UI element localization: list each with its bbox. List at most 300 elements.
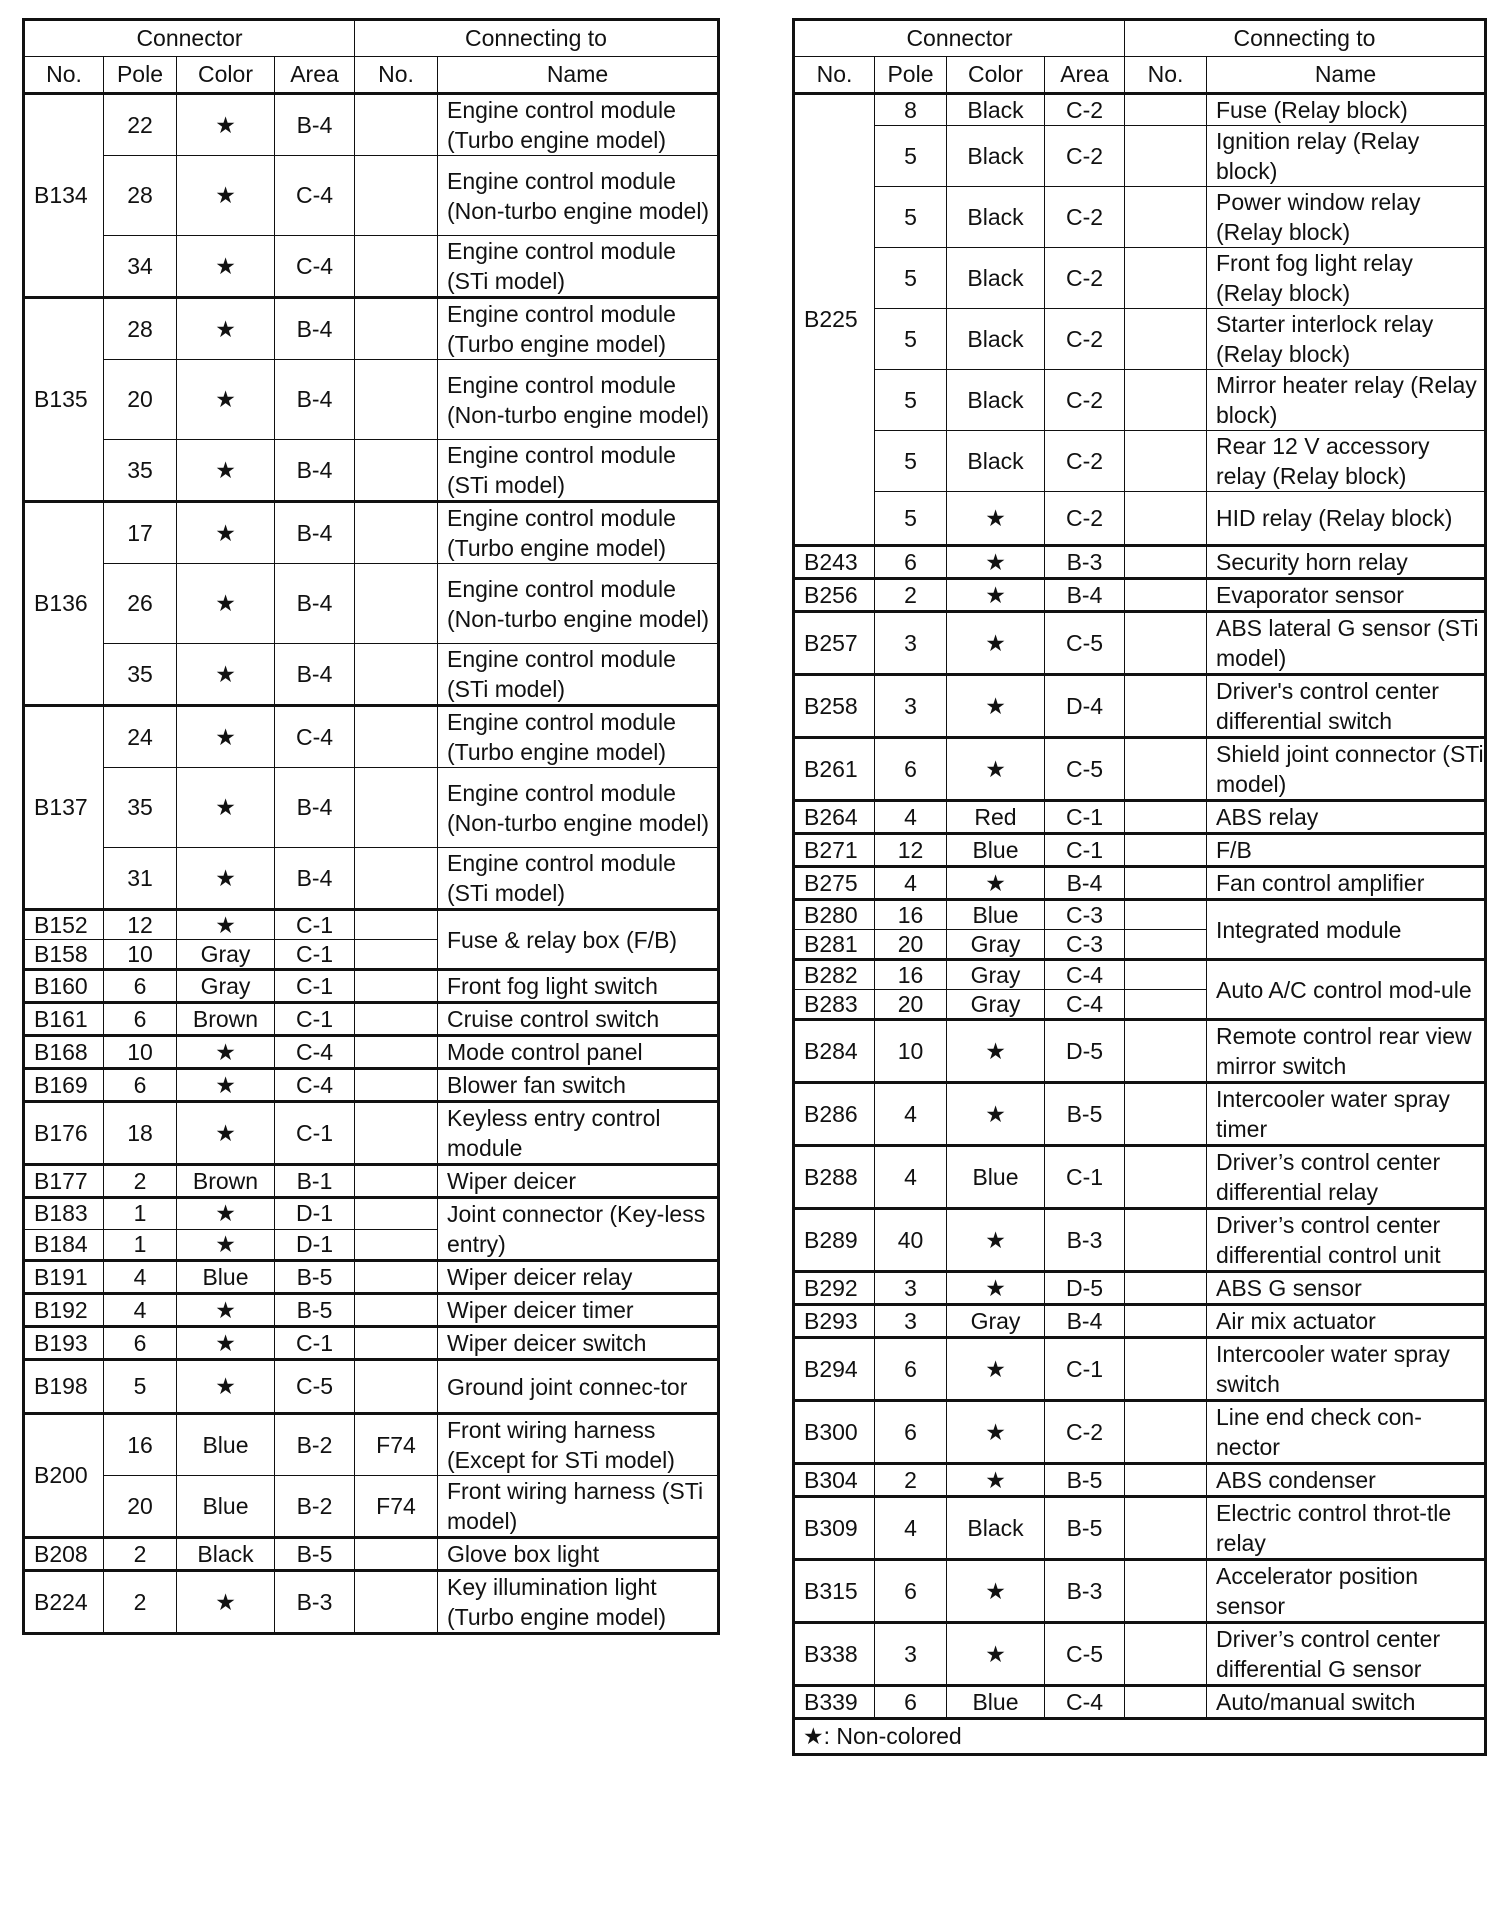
connector-color: Gray xyxy=(947,1305,1045,1338)
connector-no: B169 xyxy=(24,1069,104,1102)
connector-no: B286 xyxy=(794,1083,875,1146)
left-table-body xyxy=(24,94,719,1634)
connector-color: Blue xyxy=(177,1261,275,1294)
non-colored-star-icon: ★ xyxy=(947,1272,1045,1305)
header-pole: Pole xyxy=(104,57,177,94)
header-color: Color xyxy=(947,57,1045,94)
pole-count: 6 xyxy=(104,970,177,1003)
table-row xyxy=(794,370,1486,431)
connecting-to-name: Engine control module (Turbo engine model) xyxy=(438,298,719,360)
connector-color: Black xyxy=(947,309,1045,370)
connecting-to-no xyxy=(355,1003,438,1036)
connecting-to-name: Driver’s control center differential relay xyxy=(1207,1146,1486,1209)
area-code: B-4 xyxy=(275,564,355,644)
connecting-to-name: Auto/manual switch xyxy=(1207,1686,1486,1719)
area-code: C-2 xyxy=(1045,126,1125,187)
connector-no: B225 xyxy=(794,94,875,546)
pole-count: 5 xyxy=(875,187,947,248)
connector-no: B208 xyxy=(24,1538,104,1571)
connector-no: B135 xyxy=(24,298,104,502)
non-colored-star-icon: ★ xyxy=(177,1036,275,1069)
table-row xyxy=(794,1020,1486,1083)
pole-count: 3 xyxy=(875,675,947,738)
area-code: B-5 xyxy=(1045,1464,1125,1497)
connecting-to-no xyxy=(1125,1338,1207,1401)
pole-count: 6 xyxy=(875,1686,947,1719)
pole-count: 4 xyxy=(104,1294,177,1327)
connector-no: B136 xyxy=(24,502,104,706)
header-pole: Pole xyxy=(875,57,947,94)
connecting-to-name: Electric control throt-tle relay xyxy=(1207,1497,1486,1560)
connecting-to-no xyxy=(1125,834,1207,867)
area-code: C-3 xyxy=(1045,900,1125,930)
pole-count: 4 xyxy=(875,801,947,834)
connector-color: Gray xyxy=(947,930,1045,960)
connecting-to-no xyxy=(355,1538,438,1571)
header-name: Name xyxy=(438,57,719,94)
table-row xyxy=(24,1102,719,1165)
connector-no: B158 xyxy=(24,940,104,970)
header-name: Name xyxy=(1207,57,1486,94)
connecting-to-no xyxy=(355,1571,438,1634)
connecting-to-no xyxy=(1125,900,1207,930)
connector-no: B300 xyxy=(794,1401,875,1464)
connecting-to-name: Driver’s control center differential G sensor xyxy=(1207,1623,1486,1686)
connector-color: Black xyxy=(947,431,1045,492)
table-row xyxy=(24,1003,719,1036)
pole-count: 16 xyxy=(104,1414,177,1476)
area-code: C-2 xyxy=(1045,187,1125,248)
area-code: C-4 xyxy=(1045,960,1125,990)
pole-count: 5 xyxy=(875,309,947,370)
area-code: B-4 xyxy=(275,94,355,156)
area-code: C-4 xyxy=(275,236,355,298)
connecting-to-no xyxy=(1125,960,1207,990)
connector-no: B134 xyxy=(24,94,104,298)
connecting-to-name: Wiper deicer timer xyxy=(438,1294,719,1327)
connecting-to-name: Engine control module (Non-turbo engine model) xyxy=(438,564,719,644)
pole-count: 3 xyxy=(875,1272,947,1305)
header-connecting-to: Connecting to xyxy=(1125,20,1486,57)
area-code: B-4 xyxy=(275,298,355,360)
connector-no: B264 xyxy=(794,801,875,834)
connecting-to-name: Line end check con-nector xyxy=(1207,1401,1486,1464)
area-code: D-1 xyxy=(275,1198,355,1230)
pole-count: 3 xyxy=(875,1623,947,1686)
connecting-to-no xyxy=(355,768,438,848)
connecting-to-no xyxy=(355,502,438,564)
connecting-to-no xyxy=(355,236,438,298)
connecting-to-no: F74 xyxy=(355,1414,438,1476)
connecting-to-name: Ignition relay (Relay block) xyxy=(1207,126,1486,187)
connector-table-left xyxy=(22,18,720,1635)
table-row xyxy=(794,1686,1486,1719)
connecting-to-name: Rear 12 V accessory relay (Relay block) xyxy=(1207,431,1486,492)
table-row xyxy=(794,1305,1486,1338)
connector-no: B309 xyxy=(794,1497,875,1560)
table-row xyxy=(24,1360,719,1414)
connecting-to-name: Glove box light xyxy=(438,1538,719,1571)
pole-count: 2 xyxy=(104,1538,177,1571)
connecting-to-no xyxy=(355,298,438,360)
connecting-to-name: Accelerator position sensor xyxy=(1207,1560,1486,1623)
non-colored-star-icon: ★ xyxy=(177,1229,275,1261)
area-code: C-2 xyxy=(1045,492,1125,546)
pole-count: 5 xyxy=(875,431,947,492)
pole-count: 20 xyxy=(104,360,177,440)
connector-no: B176 xyxy=(24,1102,104,1165)
connecting-to-no xyxy=(355,1036,438,1069)
connecting-to-no xyxy=(1125,801,1207,834)
area-code: B-4 xyxy=(275,644,355,706)
area-code: B-4 xyxy=(275,440,355,502)
non-colored-star-icon: ★ xyxy=(177,1360,275,1414)
connector-color: Black xyxy=(947,187,1045,248)
area-code: C-5 xyxy=(1045,738,1125,801)
connecting-to-name: Intercooler water spray timer xyxy=(1207,1083,1486,1146)
connecting-to-name: Front wiring harness (STi model) xyxy=(438,1476,719,1538)
table-row xyxy=(794,738,1486,801)
connecting-to-no xyxy=(1125,431,1207,492)
non-colored-star-icon: ★ xyxy=(177,564,275,644)
connecting-to-no xyxy=(355,1198,438,1230)
area-code: C-1 xyxy=(275,1102,355,1165)
connector-no: B183 xyxy=(24,1198,104,1230)
connector-color: Brown xyxy=(177,1003,275,1036)
connector-color: Black xyxy=(947,94,1045,126)
connector-color: Blue xyxy=(947,834,1045,867)
table-row xyxy=(794,431,1486,492)
connector-color: Red xyxy=(947,801,1045,834)
area-code: C-4 xyxy=(1045,1686,1125,1719)
area-code: B-2 xyxy=(275,1476,355,1538)
pole-count: 2 xyxy=(104,1165,177,1198)
non-colored-star-icon: ★ xyxy=(177,706,275,768)
connector-color: Black xyxy=(177,1538,275,1571)
area-code: D-5 xyxy=(1045,1272,1125,1305)
connecting-to-name: Integrated module xyxy=(1207,900,1486,960)
area-code: B-5 xyxy=(1045,1497,1125,1560)
connecting-to-no xyxy=(355,644,438,706)
table-row xyxy=(24,1571,719,1634)
connector-color: Blue xyxy=(947,900,1045,930)
connector-no: B261 xyxy=(794,738,875,801)
area-code: B-4 xyxy=(1045,579,1125,612)
non-colored-star-icon: ★ xyxy=(177,644,275,706)
connector-no: B283 xyxy=(794,990,875,1020)
connecting-to-name: Power window relay (Relay block) xyxy=(1207,187,1486,248)
connecting-to-no: F74 xyxy=(355,1476,438,1538)
non-colored-star-icon: ★ xyxy=(947,1338,1045,1401)
header-area: Area xyxy=(275,57,355,94)
pole-count: 2 xyxy=(875,579,947,612)
connector-no: B293 xyxy=(794,1305,875,1338)
connecting-to-no xyxy=(1125,370,1207,431)
pole-count: 5 xyxy=(875,370,947,431)
pole-count: 34 xyxy=(104,236,177,298)
connecting-to-no xyxy=(355,910,438,940)
connecting-to-no xyxy=(355,1165,438,1198)
connector-no: B137 xyxy=(24,706,104,910)
non-colored-star-icon: ★ xyxy=(947,675,1045,738)
pole-count: 2 xyxy=(875,1464,947,1497)
header-no: No. xyxy=(794,57,875,94)
connecting-to-no xyxy=(1125,867,1207,900)
non-colored-star-icon: ★ xyxy=(177,502,275,564)
connecting-to-name: Front wiring harness (Except for STi model) xyxy=(438,1414,719,1476)
non-colored-star-icon: ★ xyxy=(177,910,275,940)
pole-count: 24 xyxy=(104,706,177,768)
table-row xyxy=(24,644,719,706)
pole-count: 6 xyxy=(875,1338,947,1401)
connecting-to-name: HID relay (Relay block) xyxy=(1207,492,1486,546)
star-icon: ★ xyxy=(803,1723,824,1749)
non-colored-star-icon: ★ xyxy=(947,492,1045,546)
connecting-to-no xyxy=(1125,546,1207,579)
pole-count: 28 xyxy=(104,298,177,360)
connecting-to-name: Evaporator sensor xyxy=(1207,579,1486,612)
pole-count: 35 xyxy=(104,768,177,848)
connecting-to-no xyxy=(355,440,438,502)
connecting-to-no xyxy=(355,1360,438,1414)
table-row xyxy=(794,675,1486,738)
connector-color: Gray xyxy=(947,990,1045,1020)
area-code: C-5 xyxy=(1045,1623,1125,1686)
connecting-to-no xyxy=(1125,187,1207,248)
pole-count: 1 xyxy=(104,1198,177,1230)
pole-count: 17 xyxy=(104,502,177,564)
footnote-text: : Non-colored xyxy=(823,1723,962,1749)
pole-count: 4 xyxy=(875,1497,947,1560)
connecting-to-name: Shield joint connector (STi model) xyxy=(1207,738,1486,801)
area-code: C-1 xyxy=(1045,1146,1125,1209)
connecting-to-name: Mode control panel xyxy=(438,1036,719,1069)
connecting-to-name: Engine control module (Turbo engine model) xyxy=(438,502,719,564)
connecting-to-name: Blower fan switch xyxy=(438,1069,719,1102)
connecting-to-name: Engine control module (Non-turbo engine model) xyxy=(438,360,719,440)
connecting-to-no xyxy=(1125,1305,1207,1338)
area-code: C-5 xyxy=(275,1360,355,1414)
table-row xyxy=(24,440,719,502)
connecting-to-name: Fuse & relay box (F/B) xyxy=(438,910,719,970)
non-colored-star-icon: ★ xyxy=(177,156,275,236)
connector-color: Blue xyxy=(947,1146,1045,1209)
connecting-to-no xyxy=(355,360,438,440)
table-row xyxy=(24,1414,719,1476)
connecting-to-no xyxy=(355,970,438,1003)
area-code: D-4 xyxy=(1045,675,1125,738)
pole-count: 5 xyxy=(875,492,947,546)
area-code: B-1 xyxy=(275,1165,355,1198)
connector-no: B192 xyxy=(24,1294,104,1327)
pole-count: 6 xyxy=(104,1069,177,1102)
area-code: D-5 xyxy=(1045,1020,1125,1083)
connecting-to-no xyxy=(1125,1623,1207,1686)
connecting-to-name: Front fog light relay (Relay block) xyxy=(1207,248,1486,309)
header-connector: Connector xyxy=(794,20,1125,57)
connecting-to-no xyxy=(355,156,438,236)
area-code: C-4 xyxy=(275,156,355,236)
table-row xyxy=(24,1538,719,1571)
connecting-to-no xyxy=(1125,1146,1207,1209)
table-row xyxy=(794,1401,1486,1464)
pole-count: 1 xyxy=(104,1229,177,1261)
connector-table-right xyxy=(792,18,1487,1756)
pole-count: 10 xyxy=(875,1020,947,1083)
pole-count: 35 xyxy=(104,440,177,502)
area-code: C-1 xyxy=(275,1327,355,1360)
pole-count: 6 xyxy=(875,546,947,579)
connector-color: Black xyxy=(947,370,1045,431)
table-row xyxy=(794,546,1486,579)
connector-no: B243 xyxy=(794,546,875,579)
area-code: B-4 xyxy=(1045,1305,1125,1338)
connector-color: Blue xyxy=(177,1476,275,1538)
connector-color: Gray xyxy=(177,970,275,1003)
table-row xyxy=(24,1036,719,1069)
area-code: B-4 xyxy=(275,768,355,848)
connecting-to-no xyxy=(355,1327,438,1360)
connecting-to-no xyxy=(355,706,438,768)
connector-no: B177 xyxy=(24,1165,104,1198)
non-colored-star-icon: ★ xyxy=(947,579,1045,612)
connecting-to-name: ABS G sensor xyxy=(1207,1272,1486,1305)
area-code: B-3 xyxy=(1045,1560,1125,1623)
table-row xyxy=(24,1476,719,1538)
connecting-to-no xyxy=(355,564,438,644)
connecting-to-no xyxy=(355,1229,438,1261)
connecting-to-no xyxy=(1125,1209,1207,1272)
connector-color: Blue xyxy=(947,1686,1045,1719)
table-row xyxy=(24,848,719,910)
area-code: C-4 xyxy=(275,706,355,768)
connecting-to-no xyxy=(355,940,438,970)
connecting-to-name: Engine control module (Turbo engine model) xyxy=(438,706,719,768)
connecting-to-no xyxy=(1125,248,1207,309)
pole-count: 4 xyxy=(875,867,947,900)
connecting-to-no xyxy=(355,1102,438,1165)
table-row xyxy=(24,156,719,236)
area-code: B-4 xyxy=(275,848,355,910)
pole-count: 3 xyxy=(875,612,947,675)
connector-no: B161 xyxy=(24,1003,104,1036)
pole-count: 6 xyxy=(875,738,947,801)
header-to-no: No. xyxy=(1125,57,1207,94)
area-code: C-4 xyxy=(275,1069,355,1102)
connector-no: B224 xyxy=(24,1571,104,1634)
connecting-to-name: F/B xyxy=(1207,834,1486,867)
connecting-to-no xyxy=(355,1261,438,1294)
connecting-to-no xyxy=(1125,1083,1207,1146)
header-no: No. xyxy=(24,57,104,94)
connector-no: B200 xyxy=(24,1414,104,1538)
connecting-to-name: Driver's control center differential switch xyxy=(1207,675,1486,738)
connecting-to-name: Front fog light switch xyxy=(438,970,719,1003)
table-row xyxy=(24,970,719,1003)
table-row xyxy=(794,1272,1486,1305)
connecting-to-name: ABS lateral G sensor (STi model) xyxy=(1207,612,1486,675)
connecting-to-no xyxy=(1125,579,1207,612)
header-connecting-to: Connecting to xyxy=(355,20,719,57)
area-code: B-5 xyxy=(275,1538,355,1571)
non-colored-star-icon: ★ xyxy=(947,1464,1045,1497)
table-row xyxy=(24,94,719,156)
connector-no: B338 xyxy=(794,1623,875,1686)
non-colored-star-icon: ★ xyxy=(177,1102,275,1165)
non-colored-star-icon: ★ xyxy=(177,1069,275,1102)
table-row xyxy=(794,309,1486,370)
table-row xyxy=(24,1261,719,1294)
connector-no: B292 xyxy=(794,1272,875,1305)
area-code: C-2 xyxy=(1045,248,1125,309)
connecting-to-no xyxy=(355,1069,438,1102)
header-connector: Connector xyxy=(24,20,355,57)
connector-color: Black xyxy=(947,248,1045,309)
connecting-to-name: Joint connector (Key-less entry) xyxy=(438,1198,719,1261)
table-row xyxy=(24,1069,719,1102)
table-row xyxy=(794,492,1486,546)
connector-no: B256 xyxy=(794,579,875,612)
connecting-to-name: Remote control rear view mirror switch xyxy=(1207,1020,1486,1083)
area-code: B-4 xyxy=(275,502,355,564)
non-colored-star-icon: ★ xyxy=(177,1294,275,1327)
non-colored-star-icon: ★ xyxy=(947,1020,1045,1083)
table-row xyxy=(794,126,1486,187)
area-code: C-4 xyxy=(1045,990,1125,1020)
connector-color: Blue xyxy=(177,1414,275,1476)
non-colored-star-icon: ★ xyxy=(947,1560,1045,1623)
pole-count: 16 xyxy=(875,900,947,930)
table-row xyxy=(24,236,719,298)
non-colored-star-icon: ★ xyxy=(947,1083,1045,1146)
non-colored-star-icon: ★ xyxy=(947,612,1045,675)
connector-no: B280 xyxy=(794,900,875,930)
connecting-to-no xyxy=(1125,612,1207,675)
connecting-to-name: Engine control module (STi model) xyxy=(438,644,719,706)
connector-no: B184 xyxy=(24,1229,104,1261)
table-row xyxy=(24,768,719,848)
pole-count: 6 xyxy=(104,1003,177,1036)
connecting-to-no xyxy=(1125,1020,1207,1083)
connecting-to-no xyxy=(1125,94,1207,126)
connecting-to-no xyxy=(355,94,438,156)
table-row xyxy=(794,1209,1486,1272)
non-colored-star-icon: ★ xyxy=(947,738,1045,801)
connector-no: B275 xyxy=(794,867,875,900)
pole-count: 28 xyxy=(104,156,177,236)
non-colored-star-icon: ★ xyxy=(177,298,275,360)
area-code: D-1 xyxy=(275,1229,355,1261)
area-code: C-1 xyxy=(1045,1338,1125,1401)
connector-no: B315 xyxy=(794,1560,875,1623)
table-row xyxy=(794,960,1486,990)
table-row xyxy=(24,1198,719,1230)
area-code: B-5 xyxy=(275,1294,355,1327)
area-code: B-2 xyxy=(275,1414,355,1476)
connector-color: Black xyxy=(947,1497,1045,1560)
pole-count: 5 xyxy=(104,1360,177,1414)
area-code: C-1 xyxy=(275,970,355,1003)
pole-count: 31 xyxy=(104,848,177,910)
connecting-to-name: ABS condenser xyxy=(1207,1464,1486,1497)
connecting-to-no xyxy=(1125,1686,1207,1719)
pole-count: 35 xyxy=(104,644,177,706)
non-colored-star-icon: ★ xyxy=(177,848,275,910)
pole-count: 4 xyxy=(875,1083,947,1146)
pole-count: 16 xyxy=(875,960,947,990)
table-row xyxy=(24,1165,719,1198)
non-colored-star-icon: ★ xyxy=(177,236,275,298)
